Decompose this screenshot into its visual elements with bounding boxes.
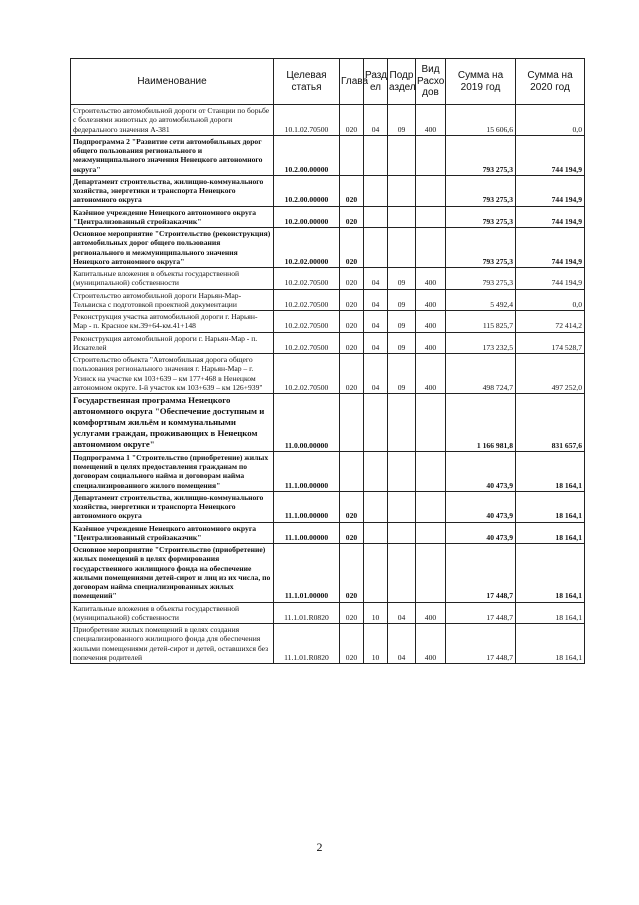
header-sum-2020: Сумма на 2020 год [516, 59, 585, 105]
cell-sum-2019: 40 473,9 [446, 451, 516, 491]
cell-subsection [388, 228, 416, 268]
cell-chapter: 020 [340, 228, 364, 268]
table-row [71, 311, 585, 333]
cell-sum-2019: 17 448,7 [446, 624, 516, 664]
cell-expense-type [416, 228, 446, 268]
cell-target: 11.0.00.00000 [274, 394, 340, 452]
cell-sum-2020: 0,0 [516, 289, 585, 311]
cell-sum-2020: 174 528,7 [516, 332, 585, 354]
cell-section: 04 [364, 332, 388, 354]
cell-sum-2020: 18 164,1 [516, 624, 585, 664]
cell-chapter: 020 [340, 332, 364, 354]
cell-section: 10 [364, 624, 388, 664]
cell-chapter: 020 [340, 544, 364, 603]
cell-expense-type [416, 175, 446, 206]
cell-sum-2020: 18 164,1 [516, 544, 585, 603]
cell-chapter [340, 394, 364, 452]
cell-sum-2019: 1 166 981,8 [446, 394, 516, 452]
cell-sum-2019: 793 275,3 [446, 175, 516, 206]
cell-expense-type: 400 [416, 268, 446, 290]
cell-target: 10.2.02.70500 [274, 311, 340, 333]
cell-expense-type: 400 [416, 311, 446, 333]
table-row [71, 491, 585, 522]
cell-sum-2020: 744 194,9 [516, 135, 585, 175]
cell-expense-type [416, 491, 446, 522]
header-name: Наименование [71, 59, 274, 105]
cell-target: 11.1.01.00000 [274, 544, 340, 603]
cell-sum-2019: 793 275,3 [446, 228, 516, 268]
cell-chapter: 020 [340, 105, 364, 136]
cell-sum-2020: 18 164,1 [516, 602, 585, 624]
cell-sum-2019: 793 275,3 [446, 206, 516, 228]
cell-target: 10.1.02.70500 [274, 105, 340, 136]
cell-expense-type [416, 544, 446, 603]
cell-section [364, 175, 388, 206]
cell-subsection [388, 544, 416, 603]
table-row [71, 544, 585, 603]
cell-sum-2019: 17 448,7 [446, 544, 516, 603]
cell-expense-type: 400 [416, 332, 446, 354]
table-row [71, 135, 585, 175]
cell-target: 10.2.00.00000 [274, 206, 340, 228]
cell-name: Строительство объекта "Автомобильная дорога общего пользования регионального значения г. Нарьян-Мар – г. Усинск на участке км 103+639 – км 177+468 в Ненецком автономном округе. I-й участок км 103+639 – км 126+939" [71, 354, 274, 394]
cell-subsection: 04 [388, 602, 416, 624]
cell-target: 10.2.02.70500 [274, 354, 340, 394]
cell-name: Основное мероприятие "Строительство (приобретение) жилых помещений в целях формирования государственного жилищного фонда на обеспечение жилыми помещениями детей-сирот и лиц из их числа, по договорам найма специализированных жилых помещений" [71, 544, 274, 603]
cell-subsection: 09 [388, 289, 416, 311]
table-row [71, 394, 585, 452]
cell-target: 10.2.00.00000 [274, 175, 340, 206]
table-header-row [71, 59, 585, 105]
cell-expense-type: 400 [416, 289, 446, 311]
cell-target: 10.2.00.00000 [274, 135, 340, 175]
cell-name: Реконструкция участка автомобильной дороги г. Нарьян-Мар - п. Красное км.39+64-км.41+148 [71, 311, 274, 333]
cell-sum-2020: 18 164,1 [516, 522, 585, 544]
header-section: Разд ел [364, 59, 388, 105]
cell-sum-2019: 40 473,9 [446, 491, 516, 522]
cell-section [364, 522, 388, 544]
cell-section [364, 228, 388, 268]
cell-chapter: 020 [340, 491, 364, 522]
cell-section [364, 451, 388, 491]
cell-target: 10.2.02.70500 [274, 268, 340, 290]
cell-name: Строительство автомобильной дороги от Станции по борьбе с болезнями животных до автомобильной дороги федерального значения А-381 [71, 105, 274, 136]
header-expense-type: Вид Расхо дов [416, 59, 446, 105]
cell-subsection: 04 [388, 624, 416, 664]
cell-expense-type [416, 206, 446, 228]
cell-section: 04 [364, 289, 388, 311]
cell-chapter: 020 [340, 289, 364, 311]
cell-chapter: 020 [340, 175, 364, 206]
cell-name: Государственная программа Ненецкого автономного округа "Обеспечение доступным и комфортным жильём и коммунальными услугами граждан, проживающих в Ненецком автономном округе" [71, 394, 274, 452]
cell-section [364, 394, 388, 452]
cell-chapter [340, 451, 364, 491]
cell-section: 10 [364, 602, 388, 624]
cell-sum-2020: 744 194,9 [516, 175, 585, 206]
cell-sum-2020: 0,0 [516, 105, 585, 136]
cell-target: 11.1.00.00000 [274, 522, 340, 544]
cell-subsection [388, 175, 416, 206]
cell-expense-type: 400 [416, 624, 446, 664]
cell-chapter: 020 [340, 206, 364, 228]
table-row [71, 354, 585, 394]
cell-subsection: 09 [388, 105, 416, 136]
cell-target: 11.1.00.00000 [274, 491, 340, 522]
cell-sum-2019: 173 232,5 [446, 332, 516, 354]
cell-sum-2019: 498 724,7 [446, 354, 516, 394]
cell-subsection [388, 451, 416, 491]
cell-expense-type: 400 [416, 105, 446, 136]
cell-subsection: 09 [388, 311, 416, 333]
cell-expense-type [416, 522, 446, 544]
cell-expense-type: 400 [416, 354, 446, 394]
cell-section [364, 135, 388, 175]
cell-subsection: 09 [388, 354, 416, 394]
cell-sum-2020: 831 657,6 [516, 394, 585, 452]
cell-name: Подпрограмма 2 "Развитие сети автомобильных дорог общего пользования регионального и межмуниципального значения Ненецкого автономного округа" [71, 135, 274, 175]
cell-target: 11.1.01.R0820 [274, 624, 340, 664]
table-row [71, 268, 585, 290]
cell-name: Основное мероприятие "Строительство (реконструкция) автомобильных дорог общего пользования регионального и межмуниципального значения Ненецкого автономного округа" [71, 228, 274, 268]
cell-expense-type [416, 394, 446, 452]
cell-sum-2020: 18 164,1 [516, 491, 585, 522]
cell-sum-2019: 793 275,3 [446, 268, 516, 290]
cell-chapter: 020 [340, 354, 364, 394]
page-number: 2 [316, 840, 323, 854]
cell-sum-2019: 115 825,7 [446, 311, 516, 333]
cell-name: Казённое учреждение Ненецкого автономного округа "Централизованный стройзаказчик" [71, 522, 274, 544]
cell-name: Приобретение жилых помещений в целях создания специализированного жилищного фонда для обеспечения жилыми помещениями детей-сирот и детей, оставшихся без попечения родителей [71, 624, 274, 664]
cell-subsection [388, 206, 416, 228]
table-row [71, 105, 585, 136]
cell-section: 04 [364, 268, 388, 290]
cell-subsection [388, 522, 416, 544]
cell-section: 04 [364, 105, 388, 136]
cell-chapter: 020 [340, 624, 364, 664]
cell-sum-2019: 793 275,3 [446, 135, 516, 175]
cell-name: Капитальные вложения в объекты государственной (муниципальной) собственности [71, 602, 274, 624]
table-row [71, 602, 585, 624]
cell-expense-type: 400 [416, 602, 446, 624]
table-row [71, 289, 585, 311]
header-sum-2019: Сумма на 2019 год [446, 59, 516, 105]
cell-subsection [388, 135, 416, 175]
cell-sum-2020: 18 164,1 [516, 451, 585, 491]
cell-subsection: 09 [388, 332, 416, 354]
cell-subsection [388, 491, 416, 522]
cell-target: 11.1.01.R0820 [274, 602, 340, 624]
cell-section: 04 [364, 311, 388, 333]
cell-chapter [340, 135, 364, 175]
cell-chapter: 020 [340, 602, 364, 624]
table-row [71, 332, 585, 354]
table-row [71, 228, 585, 268]
cell-chapter: 020 [340, 311, 364, 333]
table-row [71, 175, 585, 206]
table-row [71, 451, 585, 491]
cell-sum-2019: 40 473,9 [446, 522, 516, 544]
table-row [71, 624, 585, 664]
cell-subsection: 09 [388, 268, 416, 290]
cell-sum-2020: 497 252,0 [516, 354, 585, 394]
cell-target: 10.2.02.70500 [274, 332, 340, 354]
cell-name: Реконструкция автомобильной дороги г. Нарьян-Мар - п. Искателей [71, 332, 274, 354]
cell-section [364, 206, 388, 228]
cell-chapter: 020 [340, 268, 364, 290]
cell-target: 11.1.00.00000 [274, 451, 340, 491]
cell-name: Подпрограмма 1 "Строительство (приобретение) жилых помещений в целях предоставления гражданам по договорам социального найма и договорам найма специализированного жилого помещения" [71, 451, 274, 491]
cell-subsection [388, 394, 416, 452]
table-row [71, 206, 585, 228]
cell-sum-2020: 744 194,9 [516, 206, 585, 228]
cell-name: Капитальные вложения в объекты государственной (муниципальной) собственности [71, 268, 274, 290]
cell-sum-2019: 17 448,7 [446, 602, 516, 624]
cell-section [364, 491, 388, 522]
table-row [71, 522, 585, 544]
table-body [71, 105, 585, 664]
cell-sum-2020: 744 194,9 [516, 268, 585, 290]
cell-expense-type [416, 135, 446, 175]
cell-name: Департамент строительства, жилищно-коммунального хозяйства, энергетики и транспорта Ненецкого автономного округа [71, 491, 274, 522]
budget-table [70, 58, 585, 664]
cell-expense-type [416, 451, 446, 491]
cell-section [364, 544, 388, 603]
cell-section: 04 [364, 354, 388, 394]
cell-sum-2020: 72 414,2 [516, 311, 585, 333]
cell-sum-2019: 15 606,6 [446, 105, 516, 136]
header-subsection: Подр аздел [388, 59, 416, 105]
cell-name: Департамент строительства, жилищно-коммунального хозяйства, энергетики и транспорта Ненецкого автономного округа [71, 175, 274, 206]
cell-sum-2019: 5 492,4 [446, 289, 516, 311]
cell-name: Казённое учреждение Ненецкого автономного округа "Централизованный стройзаказчик" [71, 206, 274, 228]
cell-name: Строительство автомобильной дороги Нарьян-Мар-Тельвиска с подготовкой проектной документации [71, 289, 274, 311]
cell-chapter: 020 [340, 522, 364, 544]
cell-target: 10.2.02.00000 [274, 228, 340, 268]
cell-sum-2020: 744 194,9 [516, 228, 585, 268]
cell-target: 10.2.02.70500 [274, 289, 340, 311]
header-target: Целевая статья [274, 59, 340, 105]
header-chapter: Глава [340, 59, 364, 105]
